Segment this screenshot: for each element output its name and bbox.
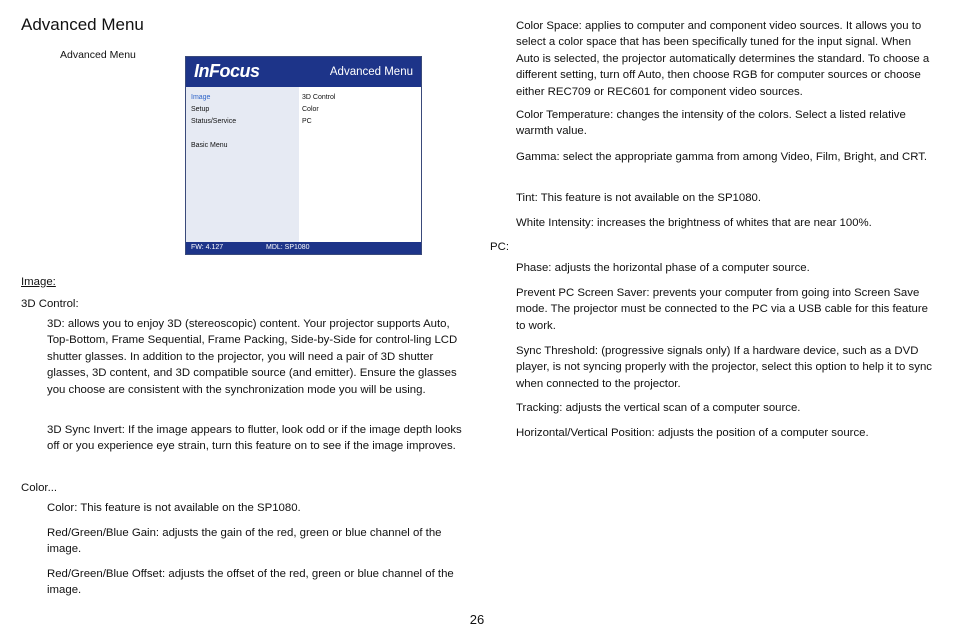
white-intensity-paragraph: White Intensity: increases the brightness of whites that are near 100%. [516,217,872,229]
infocus-logo: InFocus [194,61,260,81]
page-title: Advanced Menu [21,15,144,34]
menu-item-pc: PC [302,118,312,125]
3d-paragraph: 3D: allows you to enjoy 3D (stereoscopic) content. Your projector supports Auto, Top-Bottom, Frame Sequential, Frame Packing, Side-by-Side for control-ling LCD shutter glasses. In addition to the projector, you will need a pair of 3D shutter glasses, 3D content, and 3D compatible source (and emitter). Ensure the glasses you choose are consistent with the synchronization mode you will be using. [47,318,458,396]
tracking-paragraph: Tracking: adjusts the vertical scan of a computer source. [516,402,801,414]
menu-title: Advanced Menu [329,66,413,78]
menu-item-basic-menu: Basic Menu [191,142,228,149]
menu-header [186,57,421,87]
menu-item-3d-control: 3D Control [302,94,336,101]
menu-item-status-service: Status/Service [191,118,237,125]
menu-item-image: Image [191,94,211,101]
model-number: MDL: SP1080 [266,244,310,251]
gamma-paragraph: Gamma: select the appropriate gamma from among Video, Film, Bright, and CRT. [516,151,928,163]
color-heading: Color... [21,482,58,494]
figure-caption: Advanced Menu [60,49,136,61]
rgb-gain-paragraph: Red/Green/Blue Gain: adjusts the gain of the red, green or blue channel of the image. [47,527,442,556]
color-paragraph: Color: This feature is not available on the SP1080. [47,502,301,514]
sync-threshold-paragraph: Sync Threshold: (progressive signals only) If a hardware device, such as a DVD player, is not syncing properly with the projector, select this option to help it to sync when connected to the projector. [516,345,932,390]
menu-footer [186,242,421,254]
menu-item-color: Color [302,106,319,113]
advanced-menu-screenshot [185,56,422,255]
position-paragraph: Horizontal/Vertical Position: adjusts the position of a computer source. [516,427,869,439]
firmware-version: FW: 4.127 [191,244,224,251]
menu-right-column [299,87,421,242]
page-number: 26 [469,612,485,627]
pc-heading: PC: [490,241,509,253]
menu-left-column [186,87,299,242]
menu-body [186,87,421,242]
3d-control-heading: 3D Control: [21,298,79,310]
color-space-paragraph: Color Space: applies to computer and component video sources. It allows you to select a color space that has been specifically tuned for the input signal. When Auto is selected, the projector automatically determines the standard. To choose a different setting, turn off Auto, then choose RGB for computer sources or choose either REC709 or REC601 for component video sources. [516,20,930,98]
menu-item-setup: Setup [191,106,210,113]
image-heading: Image: [21,276,56,288]
phase-paragraph: Phase: adjusts the horizontal phase of a computer source. [516,262,810,274]
prevent-screen-saver-paragraph: Prevent PC Screen Saver: prevents your computer from going into Screen Save mode. The projector must be connected to the PC via a USB cable for this feature to work. [516,287,928,332]
tint-paragraph: Tint: This feature is not available on the SP1080. [516,192,762,204]
color-temperature-paragraph: Color Temperature: changes the intensity of the colors. Select a listed relative warmth value. [516,109,906,138]
rgb-offset-paragraph: Red/Green/Blue Offset: adjusts the offset of the red, green or blue channel of the image. [47,568,454,597]
3d-sync-invert-paragraph: 3D Sync Invert: If the image appears to flutter, look odd or if the image depth looks off or you experience eye strain, turn this feature on to see if the image improves. [47,424,462,453]
